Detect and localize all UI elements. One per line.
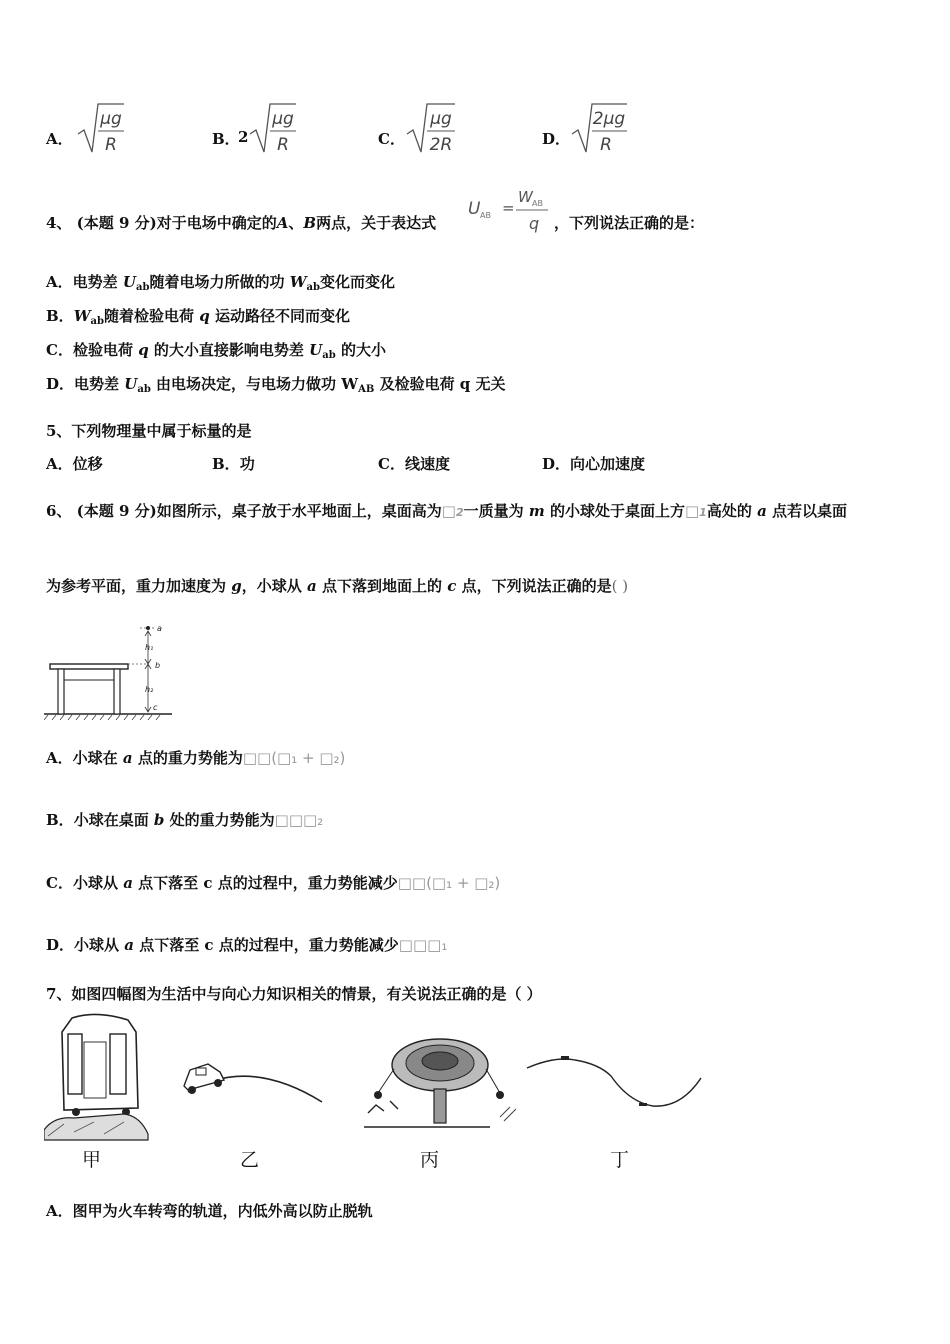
q3-option-b-label: B．	[212, 130, 240, 148]
q5-option-a: A．位移	[46, 455, 103, 473]
caption-ding: 丁	[610, 1149, 630, 1171]
q4-formula	[466, 186, 556, 240]
sqrt-sign-icon	[570, 100, 630, 158]
q4-stem-suffix: ，下列说法正确的是：	[554, 214, 705, 232]
train-track-illustration	[44, 1012, 149, 1142]
q3-c-denominator: 2R	[429, 135, 453, 155]
formula-u: U	[468, 199, 481, 219]
q6-stem-line1: 6、 (本题 9 分)如图所示，桌子放于水平地面上，桌面高为□2一质量为 m 的小球处于桌面上方□1高处的 a 点若以桌面	[46, 502, 848, 520]
q3-option-c-formula	[405, 100, 457, 162]
q3-d-denominator: R	[600, 135, 612, 155]
table-diagram	[44, 618, 174, 720]
q4-option-a: A．电势差 $U_{ab}$随着电场力所做的功 $W_{ab}$变化而变化	[46, 273, 396, 293]
fig-label-a: a	[157, 624, 162, 633]
q3-option-a-formula	[76, 100, 126, 162]
q3-option-b-coef: 2	[238, 128, 249, 146]
fig-label-c: c	[153, 703, 158, 712]
q4-option-d: D．电势差 $U_{ab}$ 由电场决定，与电场力做功 $W_{AB}$ 及检验电荷 q 无关	[46, 375, 506, 395]
q5-option-b: B．功	[212, 455, 255, 473]
q3-option-c-label: C．	[378, 130, 405, 148]
q6-option-b: B．小球在桌面 b 处的重力势能为□□□₂	[46, 811, 324, 829]
rotating-swing-ride-illustration	[360, 1035, 520, 1135]
fig-label-h1: h₁	[145, 643, 154, 652]
q3-b-numerator: μg	[272, 109, 294, 129]
formula-num-sub: AB	[532, 199, 543, 208]
q3-d-numerator: 2μg	[592, 109, 626, 129]
q7-figure-bing	[360, 1035, 520, 1139]
q3-c-numerator: μg	[430, 109, 452, 129]
caption-yi: 乙	[240, 1149, 260, 1171]
caption-bing: 丙	[420, 1149, 440, 1171]
q6-option-c: C．小球从 a 点下落至 c 点的过程中，重力势能减少□□(□₁ + □₂)	[46, 874, 501, 892]
q7-option-a: A．图甲为火车转弯的轨道，内低外高以防止脱轨	[46, 1202, 373, 1220]
q3-a-numerator: μg	[100, 109, 122, 129]
formula-num: W	[518, 188, 533, 206]
q4-option-b: B．$W_{ab}$随着检验电荷 q 运动路径不同而变化	[46, 307, 350, 327]
formula-eq: =	[502, 199, 515, 217]
table-figure	[44, 618, 174, 724]
q6-stem-line2: 为参考平面，重力加速度为 g，小球从 a 点下落到地面上的 c 点，下列说法正确的是( )	[46, 577, 629, 595]
q6-option-d: D．小球从 a 点下落至 c 点的过程中，重力势能减少□□□₁	[46, 936, 448, 954]
q4-stem: 4、 (本题 9 分)对于电场中确定的A、B两点，关于表达式	[46, 214, 437, 232]
formula-u-sub: AB	[480, 211, 491, 220]
ball-icon	[146, 626, 150, 630]
caption-jia: 甲	[82, 1149, 102, 1171]
q3-option-d-label: D．	[542, 130, 571, 148]
car-over-arch-bridge-illustration	[178, 1050, 328, 1110]
q5-stem: 5、下列物理量中属于标量的是	[46, 422, 252, 440]
q3-a-denominator: R	[105, 135, 117, 155]
sqrt-sign-icon	[76, 100, 126, 158]
sqrt-sign-icon	[248, 100, 298, 158]
q3-option-b-formula	[248, 100, 298, 162]
q4-option-c: C．检验电荷 q 的大小直接影响电势差 $U_{ab}$ 的大小	[46, 341, 386, 361]
sqrt-sign-icon	[405, 100, 457, 158]
fig-label-b: b	[155, 661, 161, 670]
q5-option-c: C．线速度	[378, 455, 450, 473]
q3-option-d-formula	[570, 100, 630, 162]
q7-figure-yi	[178, 1050, 328, 1114]
potential-difference-formula	[466, 186, 556, 236]
fig-label-h2: h₂	[145, 685, 154, 694]
roller-coaster-track-illustration	[525, 1050, 705, 1114]
q3-option-a-label: A．	[46, 130, 73, 148]
formula-den: q	[529, 214, 540, 233]
q5-option-d: D．向心加速度	[542, 455, 646, 473]
q7-stem: 7、如图四幅图为生活中与向心力知识相关的情景，有关说法正确的是（ ）	[46, 985, 542, 1003]
q6-option-a: A．小球在 a 点的重力势能为□□(□₁ + □₂)	[46, 749, 346, 767]
q7-figure-ding	[525, 1050, 705, 1118]
q3-b-denominator: R	[277, 135, 289, 155]
q7-figure-jia	[44, 1012, 149, 1146]
